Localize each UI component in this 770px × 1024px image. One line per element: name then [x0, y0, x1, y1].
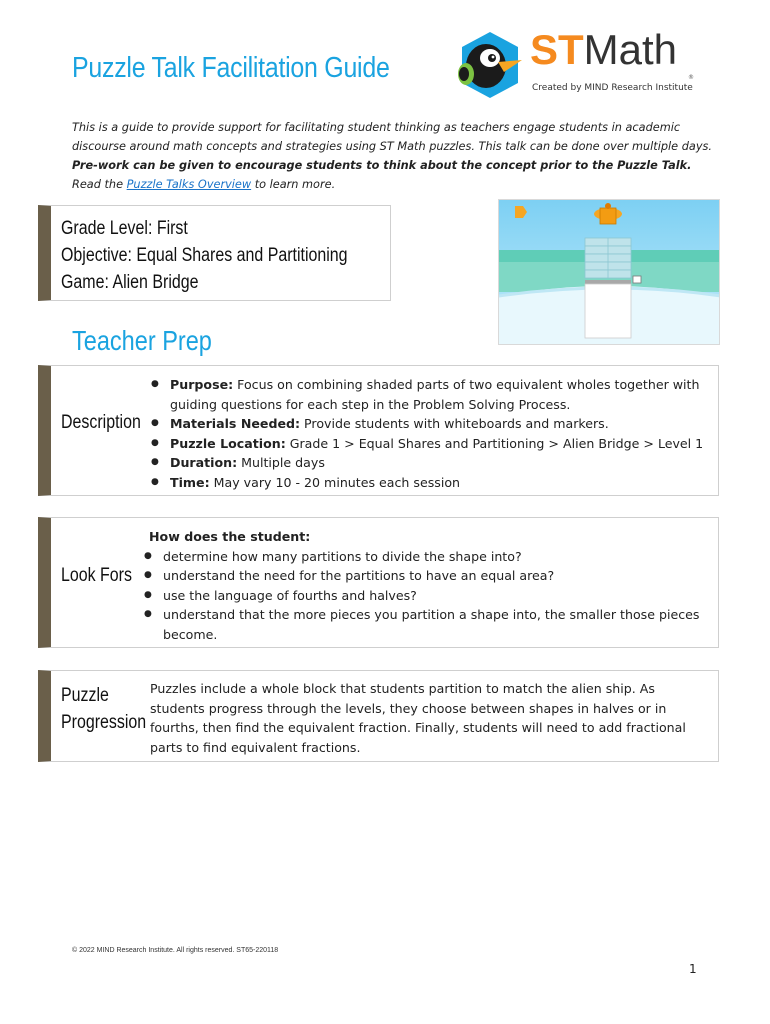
list-item: ● Duration: Multiple days	[151, 453, 731, 473]
look-fors-label: Look Fors	[61, 565, 132, 586]
list-item: ● understand the need for the partitions to have an equal area?	[144, 566, 719, 586]
objective: Objective: Equal Shares and Partitioning	[61, 245, 348, 266]
intro-paragraph: This is a guide to provide support for facilitating student thinking as teachers engage students in academic discourse around math concepts and strategies using ST Math puzzles. This talk can be done over multiple days. Pre-work can be given to encourage students to think about the concept prior to the Puzzle Talk. Read the Puzzle Talks Overview to learn more.	[72, 121, 712, 191]
look-fors-box	[38, 517, 719, 648]
list-item: ● Purpose: Focus on combining shaded parts of two equivalent wholes together with guiding questions for each step in the Problem Solving Process.	[151, 375, 731, 414]
puzzle-progression-box	[38, 670, 719, 762]
grade-objective-box	[38, 205, 391, 301]
st-math-logo	[452, 26, 712, 100]
progression-label-line2: Progression	[61, 712, 147, 733]
alien-bridge-game-screenshot	[498, 199, 720, 345]
puzzle-talks-overview-link[interactable]: Puzzle Talks Overview	[126, 178, 252, 191]
logo-trademark: ®	[688, 74, 694, 81]
look-fors-heading: How does the student:	[149, 529, 311, 544]
page-number: 1	[689, 962, 697, 976]
progression-text: Puzzles include a whole block that students partition to match the alien ship. As students progress through the levels, they choose between shapes in halves or in fourths, then find the equivalent fraction. Finally, students will need to add fractional parts to find equivalent fractions.	[150, 681, 686, 755]
progression-label-line1: Puzzle	[61, 685, 109, 706]
grade-level: Grade Level: First	[61, 218, 188, 239]
logo-wordmark: STMath	[530, 26, 678, 73]
teacher-prep-heading: Teacher Prep	[72, 325, 212, 356]
description-body	[151, 375, 731, 493]
list-item: ● Puzzle Location: Grade 1 > Equal Shares and Partitioning > Alien Bridge > Level 1	[151, 434, 731, 454]
intro-bold-text: Pre-work can be given to encourage students to think about the concept prior to the Puzzle Talk.	[72, 159, 692, 172]
game-scene-illustration	[499, 200, 720, 345]
list-item: ● determine how many partitions to divide the shape into?	[144, 547, 719, 567]
list-item: ● Materials Needed: Provide students with whiteboards and markers.	[151, 414, 731, 434]
description-label: Description	[61, 412, 141, 433]
page-title: Puzzle Talk Facilitation Guide	[72, 52, 390, 84]
list-item: ● use the language of fourths and halves?	[144, 586, 719, 606]
penguin-mascot-icon	[452, 30, 528, 100]
logo-subtitle: Created by MIND Research Institute	[532, 83, 693, 93]
copyright-footer: © 2022 MIND Research Institute. All rights reserved. ST65-220118	[72, 947, 279, 954]
look-fors-body	[149, 527, 719, 645]
game-name: Game: Alien Bridge	[61, 272, 199, 293]
list-item: ● Time: May vary 10 - 20 minutes each session	[151, 473, 731, 493]
list-item: ● understand that the more pieces you partition a shape into, the smaller those pieces become.	[144, 605, 719, 644]
description-box	[38, 365, 719, 496]
